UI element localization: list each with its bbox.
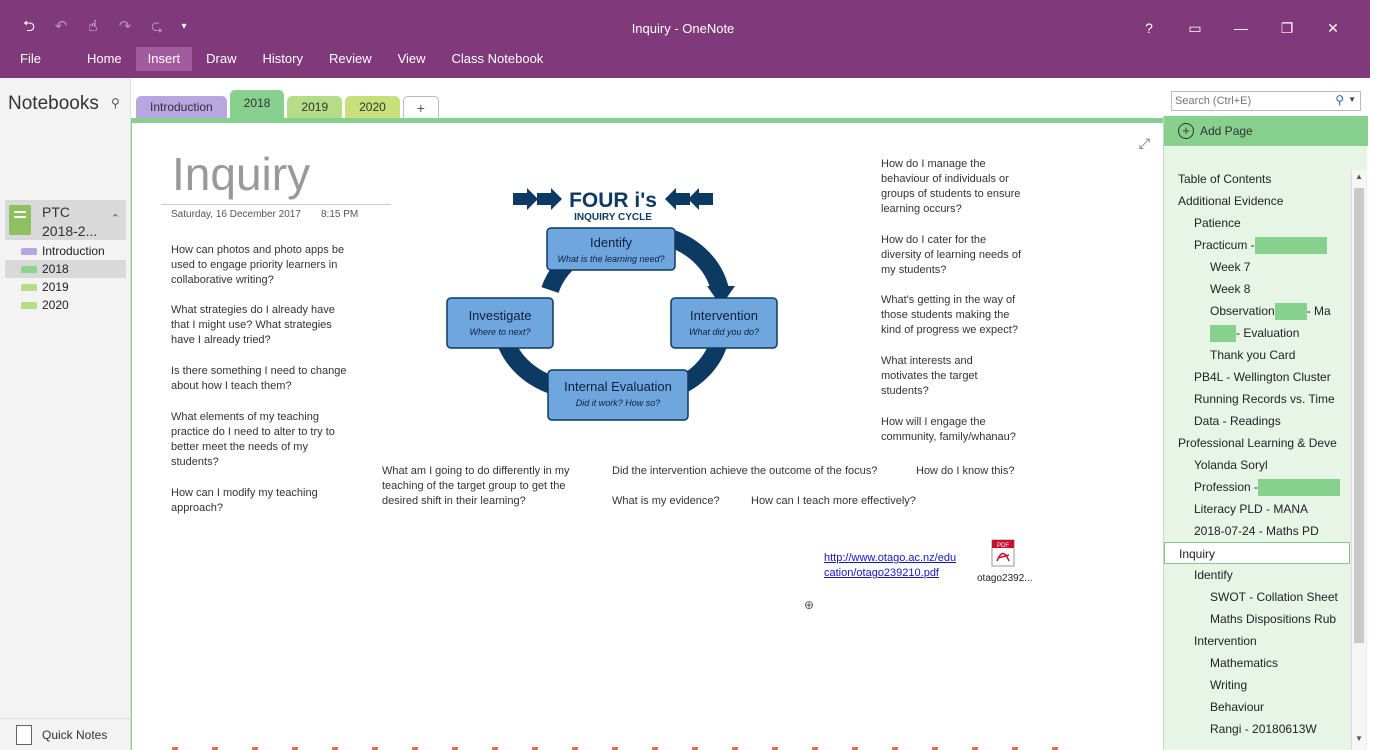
section-color-icon [21,302,37,309]
page-label: Thank you Card [1210,348,1296,362]
page-label-suffix: - Ma [1306,304,1331,318]
page-list-item[interactable] [1164,344,1350,366]
back-icon[interactable]: ⮌ [22,18,35,35]
redacted-block [1255,237,1327,254]
step-intervention [671,298,777,348]
tab-draw[interactable]: Draw [206,51,237,66]
page-label: Behaviour [1210,700,1265,714]
page-label: Literacy PLD - MANA [1194,502,1309,516]
tab-history[interactable]: History [262,51,303,66]
page-label: Additional Evidence [1178,194,1284,208]
page-date: Saturday, 16 December 2017 [171,209,301,220]
help-icon[interactable]: ? [1145,20,1153,36]
page-list-item[interactable] [1164,586,1350,608]
four-is-inquiry-cycle-diagram[interactable] [445,178,778,425]
close-button[interactable]: ✕ [1327,20,1339,36]
notebook-section-2018[interactable] [5,260,126,278]
section-label: Introduction [42,244,105,258]
note-question[interactable]: How can I teach more effectively? [751,495,916,507]
note-question[interactable]: How do I manage the behaviour of individuals or groups of students to ensure learning occurs? [881,158,1021,215]
search-icon[interactable]: ⚲ [1335,93,1344,107]
note-question[interactable]: Is there something I need to change about how I teach them? [171,365,347,392]
arrow-in-right-icon [665,188,690,210]
page-label: Observation [1210,304,1275,318]
notebooks-header[interactable]: Notebooks [8,93,99,114]
step-question: Where to next? [469,327,531,337]
tab-section-introduction[interactable]: Introduction [136,96,227,118]
page-list-item[interactable] [1164,718,1350,740]
search-scope-dropdown-icon[interactable]: ▼ [1348,95,1356,104]
add-section-button[interactable]: + [403,96,439,118]
minimize-button[interactable]: — [1234,20,1248,36]
step-title: Investigate [468,308,532,323]
page-title[interactable]: Inquiry [172,148,311,200]
step-identify [547,228,675,270]
search-box[interactable] [1171,91,1361,111]
otago-pdf-link[interactable]: http://www.otago.ac.nz/edu cation/otago239210.pdf [824,552,957,579]
arrow-in-left-icon [537,188,562,210]
page-list-item[interactable] [1164,410,1350,432]
page-list-item[interactable] [1164,366,1350,388]
ribbon-display-icon[interactable]: ▭ [1188,20,1202,36]
tab-home[interactable]: Home [86,51,122,66]
section-label: 2019 [42,280,69,294]
cycle-arrow-icon [670,238,720,290]
notebook-pane [0,78,131,750]
page-list-scrollbar[interactable] [1351,170,1366,750]
quick-notes[interactable] [0,718,131,750]
note-question[interactable]: What elements of my teaching practice do I need to alter to try to better meet the needs of my students? [171,411,335,468]
page-list-item[interactable] [1164,234,1350,256]
note-question[interactable]: What strategies do I already have that I might use? What strategies have I already tried? [171,304,335,346]
page-list-item[interactable] [1164,454,1350,476]
attachment-name[interactable]: otago2392... [977,573,1033,584]
search-input[interactable] [1172,92,1322,110]
ribbon-tabs [8,47,557,71]
scroll-thumb[interactable] [1354,188,1364,643]
page-label-suffix: - Evaluation [1236,326,1300,340]
add-page-button[interactable] [1164,116,1368,146]
page-label: Identify [1194,568,1233,582]
pin-icon[interactable]: ⚲ [111,96,120,110]
add-page-icon: + [1178,123,1194,139]
diagram-subheading: INQUIRY CYCLE [574,212,652,223]
page-label: Running Records vs. Time [1194,392,1335,406]
page-label: Week 8 [1210,282,1251,296]
notebook-icon [9,205,31,235]
section-color-icon [21,284,37,291]
page-list-item[interactable] [1164,432,1350,454]
step-title: Intervention [690,308,758,323]
redo-icon[interactable]: ↷ [118,18,132,35]
touch-mode-icon[interactable]: ☝ [88,18,98,35]
page-list-item[interactable] [1164,300,1350,322]
note-question[interactable]: How will I engage the community, family/whanau? [881,416,1016,443]
note-question[interactable]: What interests and motivates the target students? [881,355,978,397]
notebook-section-introduction[interactable] [5,242,126,260]
page-label: Week 7 [1210,260,1251,274]
tab-section-2019[interactable]: 2019 [287,96,342,118]
quick-notes-icon [16,725,32,745]
page-label: Rangi - 20180613W [1210,722,1317,736]
undo-icon[interactable]: ↶ [54,18,68,35]
page-list-item[interactable] [1164,278,1350,300]
note-question[interactable]: How do I know this? [916,465,1015,477]
window-title: Inquiry - OneNote [631,21,735,36]
notebook-name: PTC 2018-2... [42,204,98,239]
title-divider [161,204,391,205]
redacted-block [1275,303,1307,320]
page-label: Maths Dispositions Rub [1210,612,1337,626]
add-page-label: Add Page [1200,124,1253,138]
window-controls [1126,14,1356,42]
restore-button[interactable]: ❐ [1280,20,1294,36]
page-list-item[interactable] [1164,564,1350,586]
note-question[interactable]: Did the intervention achieve the outcome of the focus? [612,465,878,477]
page-canvas[interactable] [131,118,1164,750]
expand-icon[interactable]: ⤢ [1138,135,1150,151]
page-label: Writing [1210,678,1248,692]
step-question: Did it work? How so? [575,398,661,408]
page-label: Practicum - [1194,238,1255,252]
redacted-block [1258,479,1340,496]
pdf-file-icon[interactable] [989,539,1017,567]
step-title: Identify [590,235,632,250]
section-color-icon [21,266,37,273]
page-label: Inquiry [1179,547,1216,561]
redacted-block [1210,325,1236,342]
svg-text:PDF: PDF [997,543,1009,549]
page-label: Professional Learning & Deve [1178,436,1337,450]
page-list-item[interactable] [1164,476,1350,498]
note-question[interactable]: What's getting in the way of those students making the kind of progress we expect? [881,294,1018,336]
notebook-section-2020[interactable] [5,296,126,314]
page-list-item[interactable] [1164,190,1350,212]
page-label: Intervention [1194,634,1257,648]
page-label: Mathematics [1210,656,1279,670]
quick-notes-label: Quick Notes [42,727,108,742]
tab-section-2020[interactable]: 2020 [345,96,400,118]
page-label: Yolanda Soryl [1194,458,1268,472]
step-question: What did you do? [688,327,760,337]
notebook-section-2019[interactable] [5,278,126,296]
page-list-item[interactable] [1164,652,1350,674]
note-question[interactable]: How can photos and photo apps be used to engage priority learners in collaborative writing? [171,244,345,286]
page-list-item[interactable] [1164,498,1350,520]
page-label: 2018-07-24 - Maths PD [1194,524,1319,538]
page-label: Patience [1194,216,1241,230]
collapse-icon[interactable]: ⌃ [110,213,120,225]
step-internal-evaluation [548,370,688,420]
page-list-item[interactable] [1164,322,1350,344]
scroll-up-icon[interactable]: ▲ [1355,172,1363,181]
section-tabs [136,90,442,118]
forward-icon[interactable]: ⮎ [150,18,163,35]
page-list-item[interactable] [1164,674,1350,696]
page-list-item[interactable] [1164,168,1350,190]
pages-pane [1163,116,1367,750]
page-list-item[interactable] [1164,520,1350,542]
section-label: 2018 [42,262,69,276]
page-list-item[interactable] [1164,696,1350,718]
page-label: Profession - [1194,480,1259,494]
tab-view[interactable]: View [397,51,426,66]
arrow-in-right-icon [688,188,713,210]
note-question[interactable]: How can I modify my teaching approach? [171,487,318,514]
page-label: SWOT - Collation Sheet [1210,590,1338,604]
page-list-item[interactable] [1164,542,1350,564]
page-list-item[interactable] [1164,256,1350,278]
tab-class-notebook[interactable]: Class Notebook [451,51,544,66]
step-question: What is the learning need? [557,254,665,264]
section-label: 2020 [42,298,69,312]
page-list-item[interactable] [1164,608,1350,630]
arrow-in-left-icon [513,188,538,210]
page-label: Table of Contents [1178,172,1272,186]
step-investigate [447,298,553,348]
note-question[interactable]: What is my evidence? [612,495,720,507]
note-question[interactable]: What am I going to do differently in my teaching of the target group to get the desired shift in their learning? [382,465,570,507]
page-list-item[interactable] [1164,630,1350,652]
note-question[interactable]: How do I cater for the diversity of learning needs of my students? [881,234,1022,276]
page-list-item[interactable] [1164,212,1350,234]
page-time: 8:15 PM [321,209,359,220]
tab-section-2018[interactable]: 2018 [230,90,285,118]
section-color-icon [21,248,37,255]
globe-icon[interactable]: ⊕ [804,598,815,612]
page-label: PB4L - Wellington Cluster [1194,370,1331,384]
notebook-ptc[interactable] [5,200,126,240]
step-title: Internal Evaluation [564,379,672,394]
scroll-down-icon[interactable]: ▼ [1355,734,1363,743]
diagram-heading: FOUR i's [569,189,657,212]
page-list-item[interactable] [1164,388,1350,410]
title-bar [0,0,1370,78]
customize-qat-icon[interactable]: ▾ [181,21,187,32]
page-label: Data - Readings [1194,414,1281,428]
tab-insert[interactable]: Insert [136,47,193,71]
tab-file[interactable]: File [20,51,41,66]
tab-review[interactable]: Review [328,51,372,66]
